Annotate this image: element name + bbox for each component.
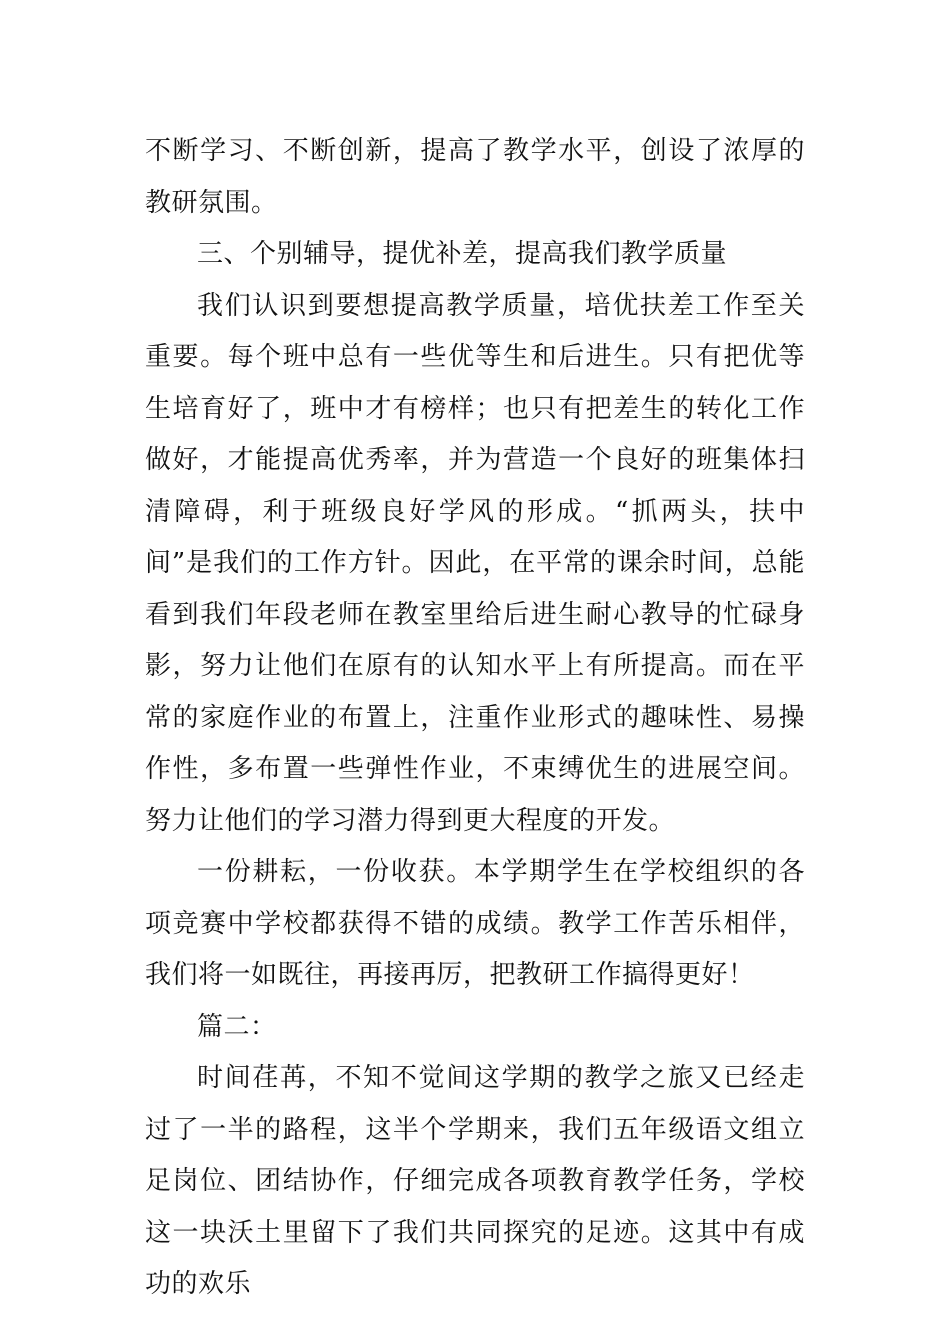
paragraph-part-two-intro: 时间荏苒，不知不觉间这学期的教学之旅又已经走过了一半的路程，这半个学期来，我们五年级语文组立足岗位、团结协作，仔细完成各项教育教学任务，学校这一块沃土里留下了我们共同探究的足迹。这其中有成功的欢乐 bbox=[145, 1063, 805, 1299]
section-heading: 三、个别辅导，提优补差，提高我们教学质量 bbox=[197, 239, 728, 269]
paragraph-continuation: 不断学习、不断创新，提高了教学水平，创设了浓厚的教研氛围。 bbox=[145, 136, 805, 218]
part-two-heading: 篇二： bbox=[197, 1011, 277, 1042]
paragraph-harvest: 一份耕耘，一份收获。本学期学生在学校组织的各项竞赛中学校都获得不错的成绩。教学工作苦乐相伴，我们将一如既往，再接再厉，把教研工作搞得更好！ bbox=[145, 857, 805, 990]
paragraph-tutoring: 我们认识到要想提高教学质量，培优扶差工作至关重要。每个班中总有一些优等生和后进生。只有把优等生培育好了，班中才有榜样；也只有把差生的转化工作做好，才能提高优秀率，并为营造一个良好的班集体扫清障碍，利于班级良好学风的形成。“抓两头，扶中间”是我们的工作方针。因此，在平常的课余时间，总能看到我们年段老师在教室里给后进生耐心教导的忙碌身影，努力让他们在原有的认知水平上有所提高。而在平常的家庭作业的布置上，注重作业形式的趣味性、易操作性，多布置一些弹性作业，不束缚优生的进展空间。努力让他们的学习潜力得到更大程度的开发。 bbox=[145, 290, 805, 836]
document-body bbox=[145, 126, 805, 1311]
